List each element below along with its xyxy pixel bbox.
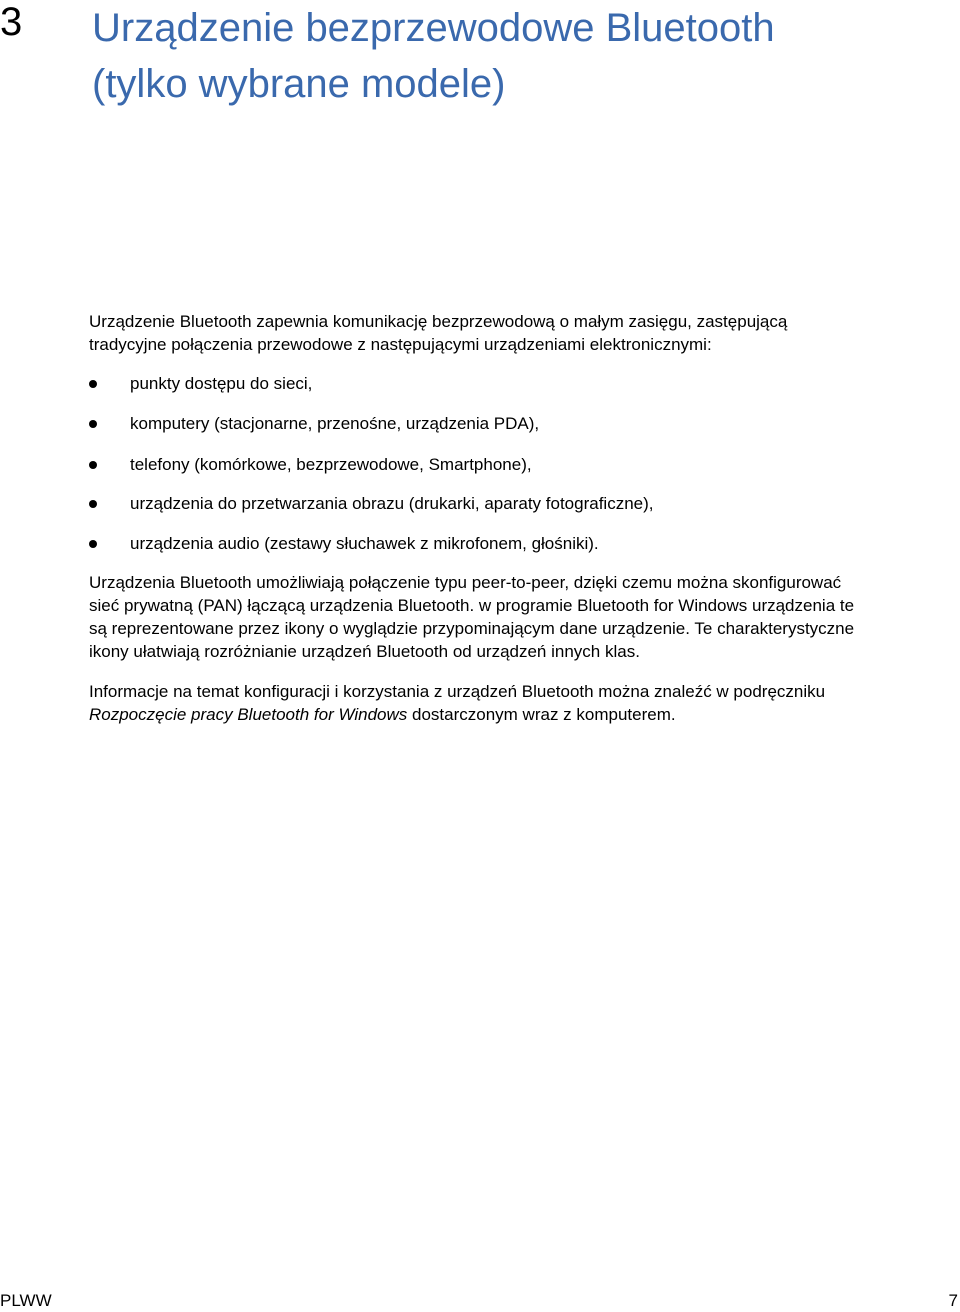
chapter-number: 3 (0, 0, 23, 44)
chapter-title-line-2: (tylko wybrane modele) (92, 62, 506, 106)
page-body (89, 310, 949, 724)
bullet-icon (89, 420, 97, 428)
list-item-text: komputery (stacjonarne, przenośne, urządzenia PDA), (130, 414, 540, 433)
chapter-title (92, 0, 952, 112)
bullet-icon (89, 380, 97, 388)
peer-to-peer-paragraph: Urządzenia Bluetooth umożliwiają połączenie typu peer-to-peer, dzięki czemu można skonfigurować sieć prywatną (PAN) łączącą urządzenia Bluetooth. w programie Bluetooth for Windows urządzenia te są reprezentowane przez ikony o wyglądzie przypominającym dane urządzenie. Te charakterystyczne ikony ułatwiają rozróżnianie urządzeń Bluetooth od urządzeń innych klas. (89, 573, 855, 661)
footer-label: PLWW (0, 1291, 52, 1310)
bullet-icon (89, 461, 97, 469)
list-item-text: urządzenia audio (zestawy słuchawek z mikrofonem, głośniki). (130, 534, 599, 553)
list-item-text: telefony (komórkowe, bezprzewodowe, Smartphone), (130, 455, 532, 474)
info-text-before: Informacje na temat konfiguracji i korzystania z urządzeń Bluetooth można znaleźć w podręczniku (89, 682, 826, 701)
bullet-icon (89, 500, 97, 508)
chapter-title-line-1: Urządzenie bezprzewodowe Bluetooth (92, 6, 775, 50)
bullet-icon (89, 540, 97, 548)
list-item-text: punkty dostępu do sieci, (130, 374, 313, 393)
list-item-text: urządzenia do przetwarzania obrazu (drukarki, aparaty fotograficzne), (130, 494, 654, 513)
manual-title: Rozpoczęcie pracy Bluetooth for Windows (89, 705, 408, 724)
intro-paragraph: Urządzenie Bluetooth zapewnia komunikację bezprzewodową o małym zasięgu, zastępującą tradycyjne połączenia przewodowe z następującymi urządzeniami elektronicznymi: (89, 312, 788, 354)
page-number: 7 (948, 1291, 958, 1310)
info-paragraph (89, 680, 959, 726)
info-text-after: dostarczonym wraz z komputerem. (407, 705, 676, 724)
